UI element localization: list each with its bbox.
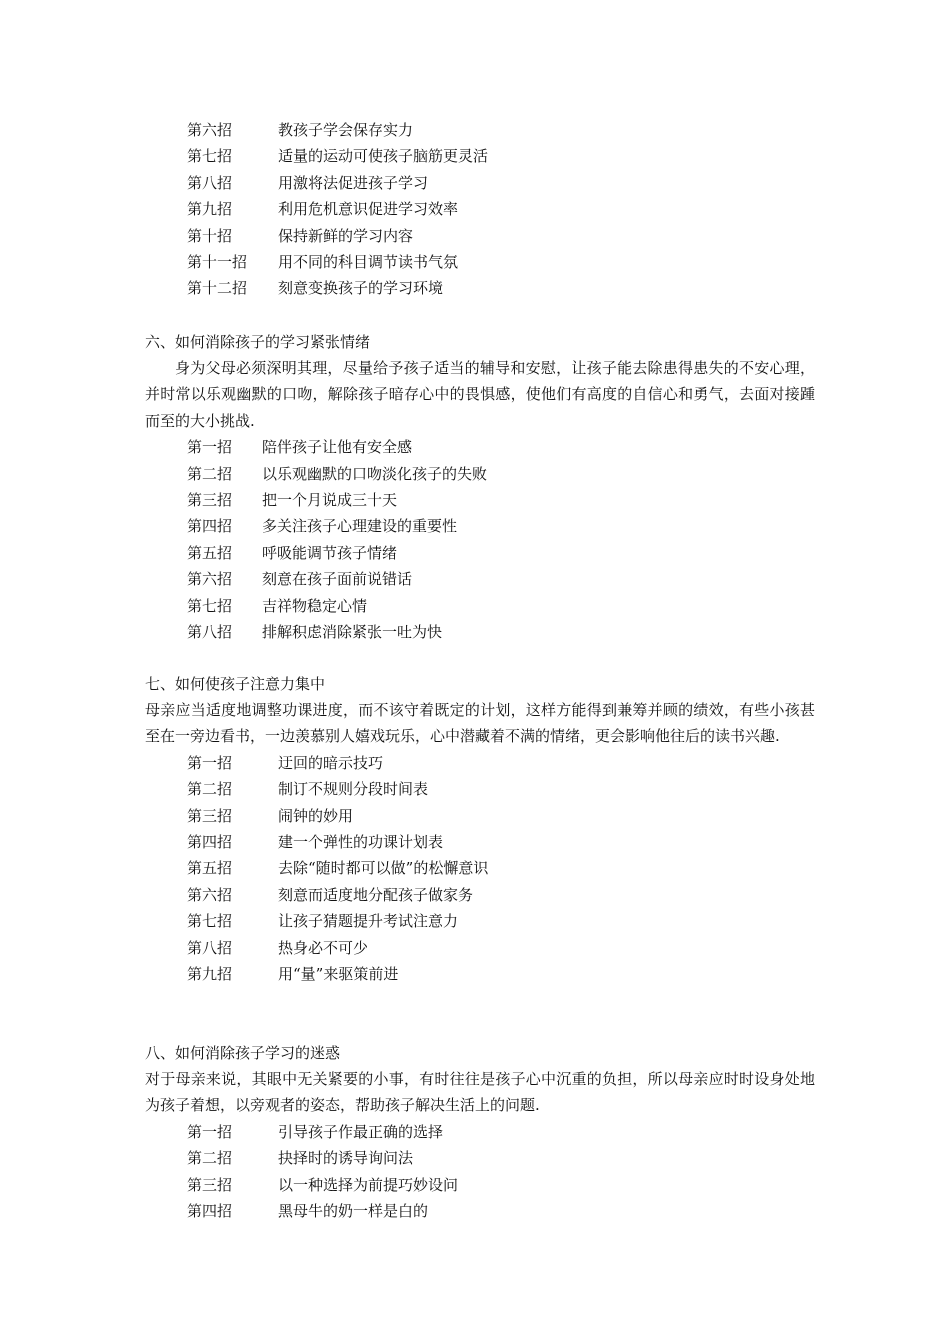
- section-list: [145, 750, 815, 988]
- list-item: [145, 1198, 815, 1224]
- item-label: 第九招: [187, 964, 233, 983]
- list-item: [145, 1172, 815, 1198]
- item-text: 建一个弹性的功课计划表: [278, 832, 444, 851]
- item-label: 第八招: [187, 622, 233, 641]
- intro-list: [145, 117, 815, 302]
- list-item: [145, 117, 815, 143]
- item-label: 第十招: [187, 226, 233, 245]
- list-item: [145, 855, 815, 881]
- section-list: [145, 434, 815, 645]
- list-item: [145, 935, 815, 961]
- list-item: [145, 434, 815, 460]
- item-label: 第四招: [187, 832, 233, 851]
- item-text: 黑母牛的奶一样是白的: [278, 1201, 429, 1220]
- item-text: 利用危机意识促进学习效率: [278, 200, 459, 219]
- item-text: 热身必不可少: [278, 938, 369, 957]
- item-label: 第四招: [187, 517, 233, 536]
- item-text: 以乐观幽默的口吻淡化孩子的失败: [262, 464, 488, 483]
- list-item: [145, 619, 815, 645]
- list-item: [145, 143, 815, 169]
- list-item: [145, 566, 815, 592]
- item-text: 把一个月说成三十天: [262, 491, 398, 509]
- list-item: [145, 487, 815, 513]
- item-label: 第五招: [187, 543, 233, 562]
- item-text: 去除“随时都可以做”的松懈意识: [278, 859, 489, 878]
- list-item: [145, 776, 815, 802]
- item-label: 第二招: [187, 1149, 233, 1168]
- list-item: [145, 170, 815, 196]
- list-item: [145, 803, 815, 829]
- item-text: 刻意而适度地分配孩子做家务: [278, 885, 474, 904]
- item-label: 第十一招: [187, 252, 248, 271]
- item-text: 排解积虑消除紧张一吐为快: [262, 622, 443, 641]
- item-label: 第三招: [187, 1175, 233, 1194]
- item-text: 用“量”来驱策前进: [278, 964, 399, 983]
- list-item: [145, 829, 815, 855]
- item-text: 引导孩子作最正确的选择: [278, 1122, 444, 1141]
- list-item: [145, 1119, 815, 1145]
- item-text: 适量的运动可使孩子脑筋更灵活: [278, 147, 489, 166]
- section-heading: 八、如何消除孩子学习的迷惑: [145, 1044, 341, 1062]
- item-label: 第六招: [187, 121, 233, 139]
- item-text: 保持新鲜的学习内容: [278, 226, 414, 245]
- item-label: 第三招: [187, 491, 233, 509]
- item-label: 第四招: [187, 1201, 233, 1220]
- item-label: 第七招: [187, 912, 233, 931]
- list-item: [145, 275, 815, 301]
- section-7: [145, 671, 815, 987]
- item-label: 第六招: [187, 570, 233, 589]
- item-label: 第五招: [187, 859, 233, 878]
- item-text: 以一种选择为前提巧妙设问: [278, 1175, 459, 1194]
- list-item: [145, 593, 815, 619]
- section-6: [145, 329, 815, 645]
- list-item: [145, 513, 815, 539]
- list-item: [145, 750, 815, 776]
- section-heading: 七、如何使孩子注意力集中: [145, 675, 326, 693]
- list-item: [145, 461, 815, 487]
- item-text: 用激将法促进孩子学习: [278, 173, 429, 192]
- item-label: 第二招: [187, 464, 233, 483]
- item-text: 陪伴孩子让他有安全感: [262, 438, 413, 457]
- item-text: 吉祥物稳定心情: [262, 596, 368, 615]
- item-label: 第八招: [187, 173, 233, 192]
- item-text: 教孩子学会保存实力: [278, 121, 414, 139]
- item-text: 呼吸能调节孩子情绪: [262, 543, 398, 562]
- item-text: 用不同的科目调节读书气氛: [278, 252, 459, 271]
- section-heading: 六、如何消除孩子的学习紧张情绪: [145, 333, 371, 351]
- section-paragraph: 对于母亲来说，其眼中无关紧要的小事，有时往往是孩子心中沉重的负担，所以母亲应时时设身处地为孩子着想，以旁观者的姿态，帮助孩子解决生活上的问题.: [145, 1070, 815, 1115]
- item-text: 制订不规则分段时间表: [278, 780, 429, 799]
- item-text: 刻意在孩子面前说错话: [262, 570, 413, 589]
- section-paragraph: 身为父母必须深明其理，尽量给予孩子适当的辅导和安慰，让孩子能去除患得患失的不安心理，并时常以乐观幽默的口吻，解除孩子暗存心中的畏惧感，使他们有高度的自信心和勇气，去面对接踵而至的大小挑战.: [145, 359, 815, 430]
- item-label: 第一招: [187, 753, 233, 772]
- list-item: [145, 249, 815, 275]
- section-list: [145, 1119, 815, 1225]
- item-text: 闹钟的妙用: [278, 806, 354, 825]
- list-item: [145, 540, 815, 566]
- item-label: 第二招: [187, 780, 233, 799]
- list-item: [145, 961, 815, 987]
- item-label: 第六招: [187, 885, 233, 904]
- list-item: [145, 196, 815, 222]
- list-item: [145, 1145, 815, 1171]
- item-label: 第三招: [187, 806, 233, 825]
- item-text: 迂回的暗示技巧: [278, 753, 384, 772]
- item-label: 第一招: [187, 438, 233, 457]
- item-label: 第七招: [187, 596, 233, 615]
- item-label: 第十二招: [187, 279, 248, 298]
- item-text: 让孩子猜题提升考试注意力: [278, 912, 459, 931]
- item-text: 刻意变换孩子的学习环境: [278, 279, 444, 298]
- list-item: [145, 908, 815, 934]
- item-label: 第九招: [187, 200, 233, 219]
- section-8: [145, 1040, 815, 1224]
- item-text: 抉择时的诱导询问法: [278, 1149, 414, 1168]
- list-item: [145, 223, 815, 249]
- item-text: 多关注孩子心理建设的重要性: [262, 517, 458, 536]
- section-paragraph: 母亲应当适度地调整功课进度，而不该守着既定的计划，这样方能得到兼筹并顾的绩效，有些小孩甚至在一旁边看书，一边羡慕别人嬉戏玩乐，心中潜藏着不满的情绪，更会影响他往后的读书兴趣.: [145, 701, 815, 746]
- item-label: 第一招: [187, 1122, 233, 1141]
- item-label: 第七招: [187, 147, 233, 166]
- item-label: 第八招: [187, 938, 233, 957]
- list-item: [145, 882, 815, 908]
